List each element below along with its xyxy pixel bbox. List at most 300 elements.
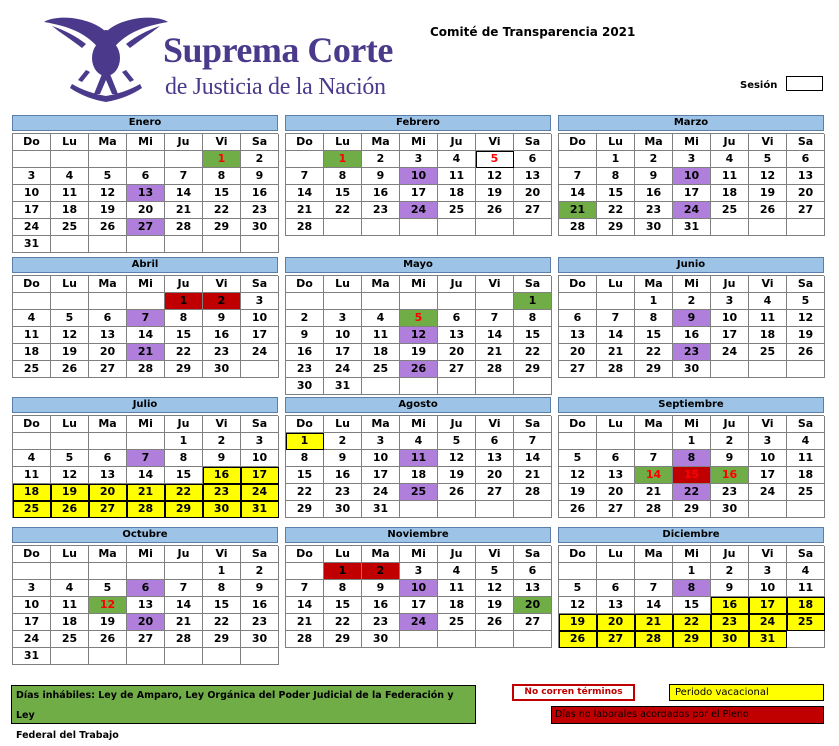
weekday-header: Ju <box>711 134 749 151</box>
month-header: Agosto <box>285 397 551 413</box>
month-grid <box>558 415 824 518</box>
weekday-header: Vi <box>203 416 241 433</box>
day-cell: 5 <box>89 168 127 185</box>
day-cell: 15 <box>673 467 711 484</box>
day-cell: 30 <box>324 501 362 518</box>
month-grid <box>12 415 278 518</box>
day-cell: 4 <box>13 450 51 467</box>
day-cell: 7 <box>286 580 324 597</box>
day-cell: 26 <box>400 361 438 378</box>
month-header: Noviembre <box>285 527 551 543</box>
day-cell: 14 <box>476 327 514 344</box>
day-cell: 24 <box>241 344 279 361</box>
day-cell: 18 <box>438 597 476 614</box>
day-cell: 15 <box>286 467 324 484</box>
day-cell: 29 <box>165 361 203 378</box>
day-cell: 27 <box>597 501 635 518</box>
day-cell: 13 <box>514 580 552 597</box>
day-cell: 3 <box>241 293 279 310</box>
weekday-header: Do <box>13 546 51 563</box>
day-cell: 12 <box>400 327 438 344</box>
month-grid <box>12 545 278 665</box>
day-cell: 24 <box>749 484 787 501</box>
day-cell: 11 <box>787 450 825 467</box>
day-cell: 19 <box>559 484 597 501</box>
day-cell: 23 <box>711 614 749 631</box>
month-header: Enero <box>12 115 278 131</box>
day-cell: 6 <box>514 151 552 168</box>
day-cell: 28 <box>635 501 673 518</box>
weekday-header: Do <box>13 416 51 433</box>
day-cell: 5 <box>51 310 89 327</box>
empty-cell <box>286 563 324 580</box>
day-cell: 8 <box>597 168 635 185</box>
day-cell: 31 <box>324 378 362 395</box>
weekday-header: Sa <box>241 276 279 293</box>
day-cell: 30 <box>203 501 241 518</box>
weekday-header: Vi <box>749 134 787 151</box>
day-cell: 2 <box>286 310 324 327</box>
weekday-header: Vi <box>203 134 241 151</box>
day-cell: 26 <box>51 501 89 518</box>
weekday-header: Vi <box>749 276 787 293</box>
day-cell: 22 <box>286 484 324 501</box>
empty-cell <box>165 648 203 665</box>
day-cell: 31 <box>673 219 711 236</box>
weekday-header: Lu <box>324 134 362 151</box>
day-cell: 17 <box>324 344 362 361</box>
weekday-header: Ju <box>438 276 476 293</box>
day-cell: 2 <box>203 433 241 450</box>
day-cell: 15 <box>514 327 552 344</box>
day-cell: 17 <box>13 614 51 631</box>
day-cell: 25 <box>711 202 749 219</box>
empty-cell <box>127 236 165 253</box>
day-cell: 19 <box>476 597 514 614</box>
day-cell: 27 <box>514 202 552 219</box>
day-cell: 12 <box>787 310 825 327</box>
day-cell: 12 <box>89 597 127 614</box>
weekday-header: Ju <box>711 416 749 433</box>
day-cell: 23 <box>241 614 279 631</box>
day-cell: 18 <box>787 597 825 614</box>
empty-cell <box>362 219 400 236</box>
day-cell: 21 <box>559 202 597 219</box>
weekday-header: Do <box>286 546 324 563</box>
day-cell: 2 <box>673 293 711 310</box>
empty-cell <box>597 563 635 580</box>
day-cell: 20 <box>597 614 635 631</box>
empty-cell <box>13 293 51 310</box>
day-cell: 17 <box>673 185 711 202</box>
day-cell: 4 <box>400 433 438 450</box>
weekday-header: Do <box>559 416 597 433</box>
weekday-header: Vi <box>476 276 514 293</box>
day-cell: 2 <box>362 563 400 580</box>
empty-cell <box>324 219 362 236</box>
day-cell: 16 <box>635 185 673 202</box>
day-cell: 8 <box>673 450 711 467</box>
day-cell: 3 <box>749 433 787 450</box>
page-header <box>0 0 839 110</box>
day-cell: 30 <box>711 631 749 648</box>
empty-cell <box>89 151 127 168</box>
day-cell: 11 <box>438 580 476 597</box>
empty-cell <box>51 433 89 450</box>
day-cell: 8 <box>324 168 362 185</box>
day-cell: 28 <box>635 631 673 648</box>
weekday-header: Ju <box>165 416 203 433</box>
day-cell: 25 <box>51 219 89 236</box>
empty-cell <box>127 293 165 310</box>
day-cell: 22 <box>597 202 635 219</box>
weekday-header: Ma <box>635 546 673 563</box>
empty-cell <box>514 631 552 648</box>
weekday-header: Mi <box>127 276 165 293</box>
day-cell: 13 <box>597 597 635 614</box>
weekday-header: Ju <box>165 276 203 293</box>
day-cell: 10 <box>673 168 711 185</box>
day-cell: 7 <box>127 450 165 467</box>
day-cell: 19 <box>51 484 89 501</box>
empty-cell <box>438 501 476 518</box>
session-legend-swatch <box>786 76 823 91</box>
day-cell: 11 <box>362 327 400 344</box>
day-cell: 28 <box>165 219 203 236</box>
day-cell: 24 <box>241 484 279 501</box>
day-cell: 13 <box>127 185 165 202</box>
day-cell: 19 <box>559 614 597 631</box>
weekday-header: Lu <box>324 546 362 563</box>
day-cell: 29 <box>635 361 673 378</box>
weekday-header: Sa <box>787 546 825 563</box>
day-cell: 14 <box>514 450 552 467</box>
weekday-header: Lu <box>51 546 89 563</box>
day-cell: 19 <box>89 202 127 219</box>
day-cell: 20 <box>89 344 127 361</box>
day-cell: 30 <box>286 378 324 395</box>
day-cell: 5 <box>438 433 476 450</box>
day-cell: 28 <box>597 361 635 378</box>
weekday-header: Ma <box>89 276 127 293</box>
weekday-header: Ju <box>438 416 476 433</box>
day-cell: 12 <box>89 185 127 202</box>
legend-no-terms: No corren términos <box>512 684 635 701</box>
day-cell: 26 <box>51 361 89 378</box>
day-cell: 14 <box>559 185 597 202</box>
weekday-header: Vi <box>749 416 787 433</box>
day-cell: 26 <box>89 219 127 236</box>
empty-cell <box>89 563 127 580</box>
day-cell: 25 <box>13 361 51 378</box>
day-cell: 11 <box>51 597 89 614</box>
empty-cell <box>400 631 438 648</box>
day-cell: 31 <box>749 631 787 648</box>
day-cell: 7 <box>514 433 552 450</box>
day-cell: 10 <box>324 327 362 344</box>
day-cell: 24 <box>362 484 400 501</box>
day-cell: 13 <box>597 467 635 484</box>
day-cell: 9 <box>362 580 400 597</box>
day-cell: 16 <box>203 327 241 344</box>
day-cell: 30 <box>203 361 241 378</box>
month-header: Marzo <box>558 115 824 131</box>
day-cell: 20 <box>559 344 597 361</box>
empty-cell <box>362 293 400 310</box>
day-cell: 15 <box>324 185 362 202</box>
day-cell: 18 <box>13 344 51 361</box>
empty-cell <box>51 563 89 580</box>
day-cell: 6 <box>559 310 597 327</box>
day-cell: 23 <box>673 344 711 361</box>
day-cell: 17 <box>13 202 51 219</box>
day-cell: 14 <box>286 597 324 614</box>
weekday-header: Mi <box>400 416 438 433</box>
day-cell: 4 <box>362 310 400 327</box>
day-cell: 26 <box>476 614 514 631</box>
day-cell: 24 <box>400 202 438 219</box>
empty-cell <box>514 501 552 518</box>
weekday-header: Mi <box>127 546 165 563</box>
document-title: Comité de Transparencia 2021 <box>430 25 636 39</box>
day-cell: 11 <box>51 185 89 202</box>
day-cell: 19 <box>89 614 127 631</box>
day-cell: 5 <box>89 580 127 597</box>
weekday-header: Vi <box>203 546 241 563</box>
day-cell: 16 <box>362 185 400 202</box>
weekday-header: Do <box>13 276 51 293</box>
day-cell: 31 <box>13 236 51 253</box>
day-cell: 25 <box>51 631 89 648</box>
weekday-header: Do <box>559 546 597 563</box>
month-grid <box>12 133 278 253</box>
day-cell: 27 <box>514 614 552 631</box>
day-cell: 10 <box>362 450 400 467</box>
day-cell: 19 <box>438 467 476 484</box>
empty-cell <box>476 219 514 236</box>
day-cell: 23 <box>635 202 673 219</box>
day-cell: 28 <box>514 484 552 501</box>
weekday-header: Mi <box>673 546 711 563</box>
day-cell: 27 <box>559 361 597 378</box>
day-cell: 11 <box>13 467 51 484</box>
day-cell: 29 <box>203 219 241 236</box>
day-cell: 27 <box>89 501 127 518</box>
month-header: Julio <box>12 397 278 413</box>
day-cell: 31 <box>241 501 279 518</box>
weekday-header: Vi <box>476 546 514 563</box>
day-cell: 27 <box>787 202 825 219</box>
day-cell: 12 <box>476 580 514 597</box>
day-cell: 30 <box>241 219 279 236</box>
day-cell: 6 <box>438 310 476 327</box>
day-cell: 18 <box>13 484 51 501</box>
day-cell: 7 <box>597 310 635 327</box>
day-cell: 10 <box>400 580 438 597</box>
day-cell: 5 <box>476 563 514 580</box>
weekday-header: Lu <box>597 276 635 293</box>
day-cell: 10 <box>400 168 438 185</box>
day-cell: 14 <box>597 327 635 344</box>
empty-cell <box>89 648 127 665</box>
weekday-header: Lu <box>324 416 362 433</box>
day-cell: 10 <box>13 597 51 614</box>
empty-cell <box>597 433 635 450</box>
month-grid <box>12 275 278 378</box>
day-cell: 23 <box>203 484 241 501</box>
day-cell: 5 <box>476 151 514 168</box>
day-cell: 4 <box>51 580 89 597</box>
day-cell: 5 <box>559 450 597 467</box>
weekday-header: Mi <box>400 276 438 293</box>
day-cell: 19 <box>51 344 89 361</box>
weekday-header: Ma <box>89 134 127 151</box>
empty-cell <box>127 151 165 168</box>
empty-cell <box>127 648 165 665</box>
weekday-header: Ju <box>711 276 749 293</box>
day-cell: 23 <box>203 344 241 361</box>
day-cell: 8 <box>165 450 203 467</box>
day-cell: 3 <box>749 563 787 580</box>
empty-cell <box>400 293 438 310</box>
weekday-header: Do <box>286 134 324 151</box>
day-cell: 27 <box>438 361 476 378</box>
day-cell: 25 <box>749 344 787 361</box>
day-cell: 29 <box>165 501 203 518</box>
weekday-header: Sa <box>787 134 825 151</box>
month-grid <box>558 545 824 648</box>
day-cell: 3 <box>13 168 51 185</box>
day-cell: 26 <box>89 631 127 648</box>
day-cell: 9 <box>362 168 400 185</box>
day-cell: 20 <box>787 185 825 202</box>
weekday-header: Ma <box>362 546 400 563</box>
day-cell: 22 <box>203 202 241 219</box>
day-cell: 6 <box>89 450 127 467</box>
day-cell: 17 <box>749 467 787 484</box>
legend-pleno-days: Días no laborales acordados por el Pleno <box>551 706 824 724</box>
day-cell: 25 <box>400 484 438 501</box>
day-cell: 3 <box>673 151 711 168</box>
day-cell: 23 <box>711 484 749 501</box>
day-cell: 1 <box>203 563 241 580</box>
day-cell: 24 <box>673 202 711 219</box>
day-cell: 22 <box>673 484 711 501</box>
day-cell: 5 <box>400 310 438 327</box>
weekday-header: Lu <box>597 416 635 433</box>
weekday-header: Vi <box>749 546 787 563</box>
day-cell: 6 <box>476 433 514 450</box>
day-cell: 25 <box>787 614 825 631</box>
empty-cell <box>203 236 241 253</box>
month-grid <box>285 275 551 395</box>
empty-cell <box>514 378 552 395</box>
day-cell: 12 <box>51 467 89 484</box>
day-cell: 2 <box>711 563 749 580</box>
day-cell: 1 <box>597 151 635 168</box>
day-cell: 5 <box>749 151 787 168</box>
day-cell: 26 <box>787 344 825 361</box>
weekday-header: Ma <box>362 134 400 151</box>
day-cell: 6 <box>89 310 127 327</box>
day-cell: 13 <box>127 597 165 614</box>
weekday-header: Ma <box>635 416 673 433</box>
empty-cell <box>438 219 476 236</box>
day-cell: 13 <box>787 168 825 185</box>
day-cell: 20 <box>127 202 165 219</box>
day-cell: 8 <box>514 310 552 327</box>
day-cell: 12 <box>749 168 787 185</box>
day-cell: 28 <box>165 631 203 648</box>
empty-cell <box>559 151 597 168</box>
day-cell: 3 <box>324 310 362 327</box>
day-cell: 27 <box>127 631 165 648</box>
weekday-header: Mi <box>673 416 711 433</box>
day-cell: 6 <box>127 168 165 185</box>
weekday-header: Ma <box>635 134 673 151</box>
day-cell: 30 <box>711 501 749 518</box>
day-cell: 13 <box>559 327 597 344</box>
weekday-header: Lu <box>324 276 362 293</box>
legend-inhabil-days <box>11 685 476 741</box>
day-cell: 21 <box>127 484 165 501</box>
empty-cell <box>559 293 597 310</box>
day-cell: 4 <box>13 310 51 327</box>
day-cell: 1 <box>165 433 203 450</box>
day-cell: 8 <box>165 310 203 327</box>
empty-cell <box>89 433 127 450</box>
day-cell: 8 <box>286 450 324 467</box>
weekday-header: Sa <box>241 134 279 151</box>
logo-subtitle: de Justicia de la Nación <box>165 74 386 100</box>
day-cell: 20 <box>438 344 476 361</box>
weekday-header: Lu <box>597 134 635 151</box>
day-cell: 5 <box>787 293 825 310</box>
day-cell: 17 <box>749 597 787 614</box>
day-cell: 21 <box>165 614 203 631</box>
day-cell: 18 <box>362 344 400 361</box>
day-cell: 23 <box>241 202 279 219</box>
legend-inhabil-line1: Días inhábiles: Ley de Amparo, Ley Orgánica del Poder Judicial de la Federación y Ley <box>16 690 454 721</box>
day-cell: 15 <box>165 327 203 344</box>
day-cell: 18 <box>787 467 825 484</box>
empty-cell <box>51 151 89 168</box>
day-cell: 15 <box>203 185 241 202</box>
empty-cell <box>438 631 476 648</box>
day-cell: 20 <box>597 484 635 501</box>
weekday-header: Ma <box>362 416 400 433</box>
day-cell: 17 <box>241 467 279 484</box>
day-cell: 14 <box>127 327 165 344</box>
weekday-header: Mi <box>673 134 711 151</box>
day-cell: 3 <box>241 433 279 450</box>
weekday-header: Vi <box>476 416 514 433</box>
weekday-header: Sa <box>241 546 279 563</box>
day-cell: 22 <box>203 614 241 631</box>
empty-cell <box>711 219 749 236</box>
empty-cell <box>165 151 203 168</box>
day-cell: 30 <box>241 631 279 648</box>
day-cell: 18 <box>749 327 787 344</box>
day-cell: 16 <box>673 327 711 344</box>
day-cell: 20 <box>127 614 165 631</box>
month-header: Octubre <box>12 527 278 543</box>
month-header: Febrero <box>285 115 551 131</box>
day-cell: 13 <box>514 168 552 185</box>
empty-cell <box>362 378 400 395</box>
day-cell: 29 <box>514 361 552 378</box>
weekday-header: Vi <box>476 134 514 151</box>
